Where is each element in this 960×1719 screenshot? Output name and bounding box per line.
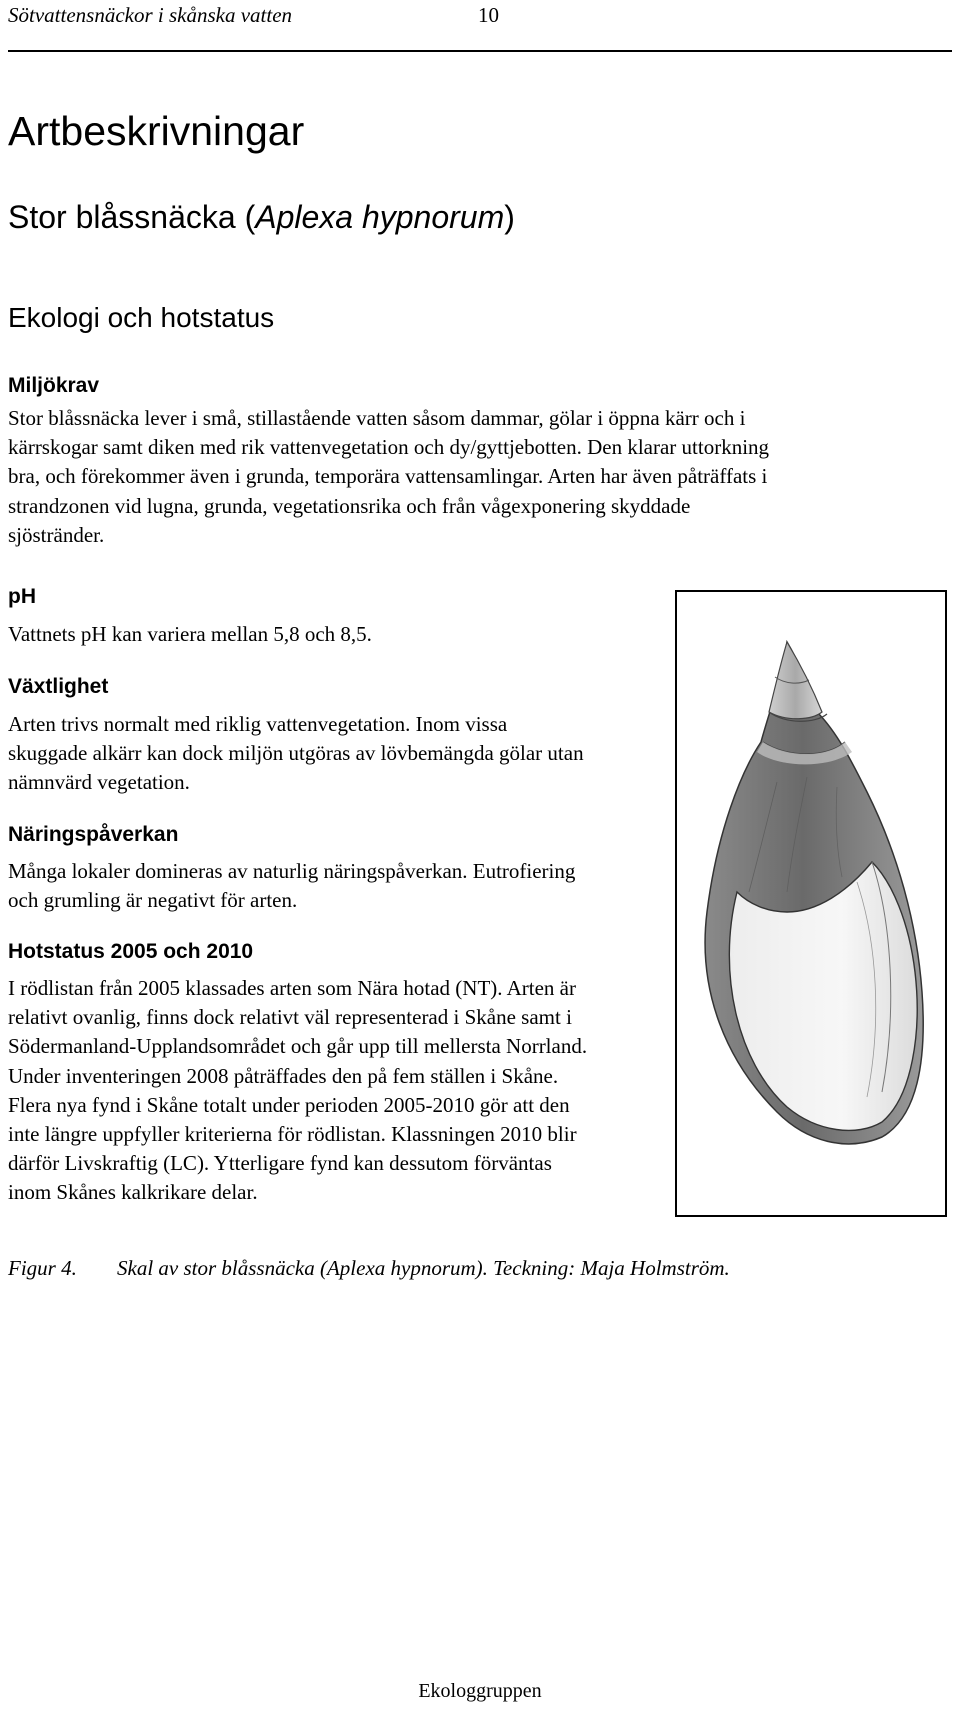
text-line: nämnvärd vegetation. <box>8 770 190 795</box>
heading-naringspaverkan: Näringspåverkan <box>8 823 179 846</box>
text-line: Vattnets pH kan variera mellan 5,8 och 8,5. <box>8 622 372 646</box>
paragraph-miljokrav <box>8 404 769 550</box>
text-line: Stor blåssnäcka lever i små, stillastående vatten såsom dammar, gölar i öppna kärr och i <box>8 406 746 430</box>
text-line: sjöstränder. <box>8 522 105 547</box>
running-title: Sötvattensnäckor i skånska vatten <box>8 3 293 27</box>
page-number: 10 <box>478 3 499 27</box>
heading-vaxtlighet: Växtlighet <box>8 675 109 698</box>
text-line: inom Skånes kalkrikare delar. <box>8 1180 258 1205</box>
paragraph-hotstatus <box>8 974 587 1208</box>
main-title: Artbeskrivningar <box>8 108 305 154</box>
text-line: Under inventeringen 2008 påträffades den på fem ställen i Skåne. <box>8 1063 559 1088</box>
heading-hotstatus: Hotstatus 2005 och 2010 <box>8 940 254 963</box>
footer: Ekologgruppen <box>418 1680 542 1702</box>
text-line: inte längre uppfyller kriterierna för rödlistan. Klassningen 2010 blir <box>8 1122 577 1147</box>
paragraph-vaxtlighet <box>8 710 584 798</box>
text-line: I rödlistan från 2005 klassades arten som Nära hotad (NT). Arten är <box>8 976 576 1000</box>
text-line: Många lokaler domineras av naturlig näringspåverkan. Eutrofiering <box>8 859 576 883</box>
text-line: och grumling är negativt för arten. <box>8 888 298 913</box>
text-line: Södermanland-Upplandsområdet och går upp till mellersta Norrland. <box>8 1034 588 1059</box>
species-title <box>8 199 515 236</box>
text-line: strandzonen vid lugna, grunda, vegetationsrika och från vågexponering skyddade <box>8 493 691 518</box>
text-line: relativt ovanlig, finns dock relativt väl representerad i Skåne samt i <box>8 1005 572 1030</box>
heading-ph: pH <box>8 585 36 608</box>
text-line: Flera nya fynd i Skåne totalt under perioden 2005-2010 gör att den <box>8 1092 570 1117</box>
running-header <box>8 0 952 52</box>
text-line: Arten trivs normalt med riklig vattenvegetation. Inom vissa <box>8 712 508 736</box>
snail-shell-figure <box>675 590 947 1217</box>
heading-miljokrav: Miljökrav <box>8 374 100 397</box>
species-prefix: Stor blåssnäcka ( <box>8 199 256 235</box>
figure-label: Figur 4. <box>8 1256 77 1280</box>
paragraph-ph <box>8 620 372 649</box>
paragraph-naringspaverkan <box>8 857 575 915</box>
snail-shell-drawing <box>677 592 945 1215</box>
species-suffix: ) <box>504 199 515 235</box>
text-line: därför Livskraftig (LC). Ytterligare fynd kan dessutom förväntas <box>8 1151 552 1176</box>
section-title: Ekologi och hotstatus <box>8 302 275 333</box>
text-line: skuggade alkärr kan dock miljön utgöras av lövbemängda gölar utan <box>8 741 584 766</box>
text-line: kärrskogar samt diken med rik vattenvegetation och dy/gyttjebotten. Den klarar uttorkning <box>8 435 770 460</box>
figure-caption: Skal av stor blåssnäcka (Aplexa hypnorum). Teckning: Maja Holmström. <box>117 1256 730 1280</box>
species-latin: Aplexa hypnorum <box>255 199 505 235</box>
text-line: bra, och förekommer även i grunda, temporära vattensamlingar. Arten har även påträffats i <box>8 464 768 489</box>
